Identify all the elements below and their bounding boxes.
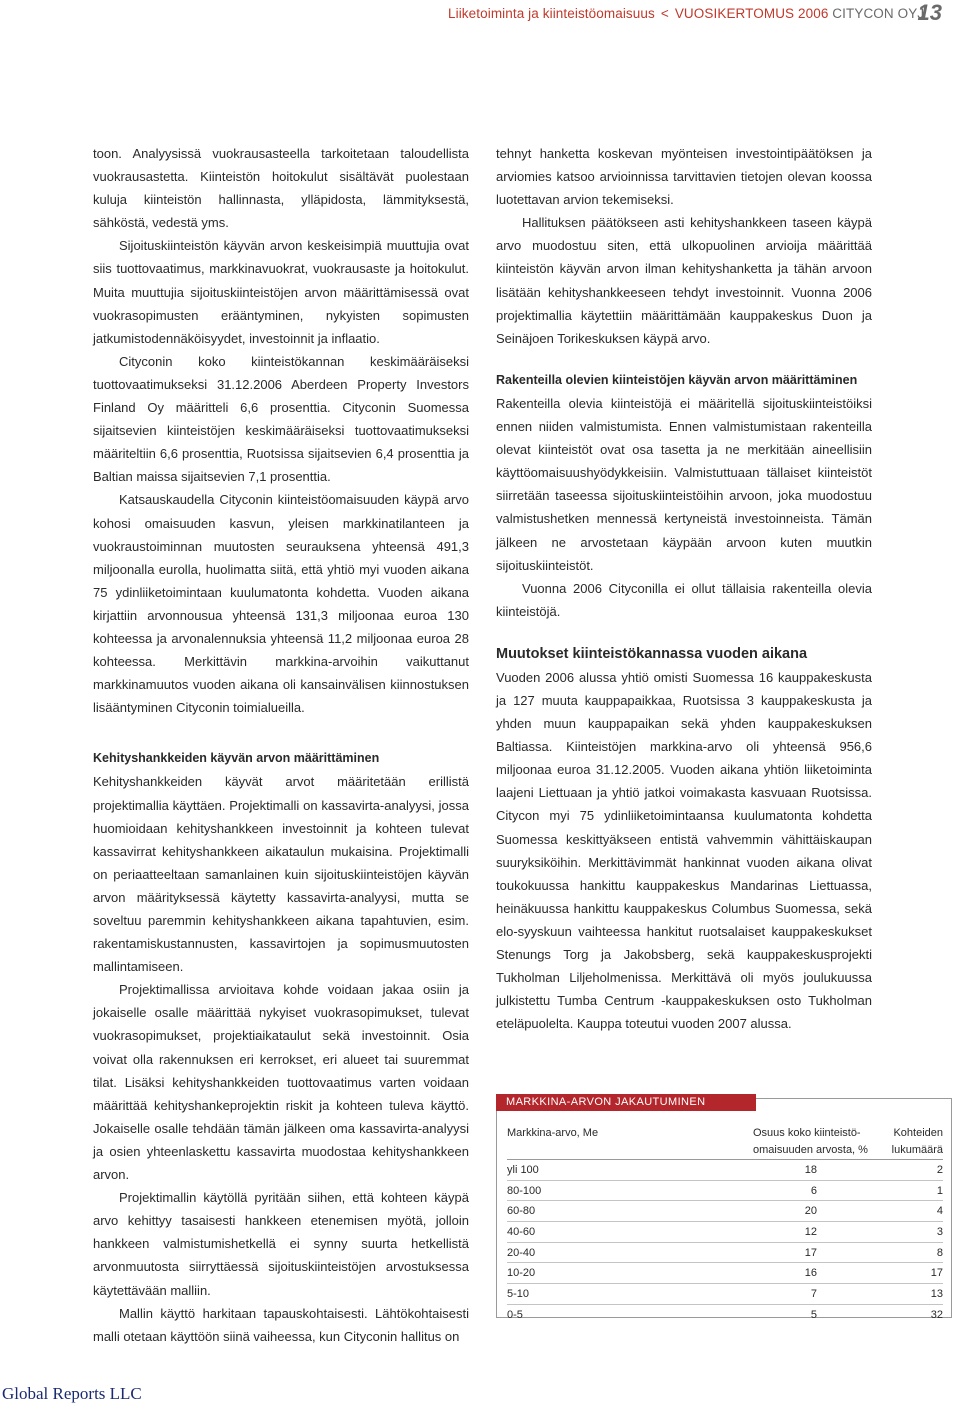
body-paragraph: Vuoden 2006 alussa yhtiö omisti Suomessa 16 kauppakeskusta ja 127 muuta kauppapaikkaa, Ruotsissa 3 kauppakeskusta ja yhden muun kauppapaikan sekä yhden kauppakeskuksen Baltiassa. Kiinteistöjen markkina-arvo oli yhteensä 956,6 miljoonaa euroa 31.12.2005. Vuoden aikana yhtiön liiketoiminta laajeni Liettuaan ja yhtiö jatkoi voimakasta kasvuaan Ruotsissa. Citycon myi 75 ydinliiketoimintaansa kuulumatonta kohdetta Suomessa keskittyäkseen entistä vahvemmin vähittäiskaupan suuryksiköihin. Merkittävimmät hankinnat vuoden aikana olivat toukokuussa hankittu kauppakeskus Mandarinas Liettuassa, heinäkuussa hankittu kauppakeskus Columbus Suomessa, sekä elo-syyskuun vaihteessa hankitut ruotsalaiset kauppakeskukset Stenungs Torg ja Jakobsberg, sekä kauppakeskusprojekti Tukholman Liljeholmenissa. Merkittävä oli myös joulukuussa julkistettu Tumba Centrum -kauppakeskuksen osto Tukholman eteläpuolelta. Kauppa toteutui vuoden 2007 alussa. (496, 669, 872, 1032)
body-paragraph: Cityconin koko kiinteistökannan keskimääräiseksi tuottovaatimukseksi 31.12.2006 Aberdeen Property Investors Finland Oy määritteli 6,6 prosenttia. Cityconin Suomessa sijaitsevien kiinteistöjen keskimääräiseksi tuottovaatimukseksi määriteltiin 6,6 prosenttia, Ruotsissa sijaitsevien 6,4 prosenttia ja Baltian maissa sijaitsevien 7,1 prosenttia. (93, 353, 469, 485)
spacer (496, 350, 872, 369)
cell-count: 3 (936, 1226, 943, 1239)
cell-range: 10-20 (507, 1267, 536, 1280)
cell-range: yli 100 (507, 1164, 539, 1176)
spacer (496, 623, 872, 642)
company-name: CITYCON OYJ (832, 6, 925, 21)
cell-share: 17 (804, 1246, 817, 1259)
cell-count: 1 (936, 1184, 943, 1197)
cell-range: 0-5 (507, 1308, 523, 1321)
table-row (507, 1263, 943, 1284)
body-paragraph: Sijoituskiinteistön käyvän arvon keskeisimpiä muuttujia ovat siis tuottovaatimus, markkinavuokrat, vuokrausaste ja hoitokulut. Muita muuttujia sijoituskiinteistöjen arvon määrittämisessä ovat vuokrasopimusten erääntyminen, nykyisten sopimusten jatkumistodennäköisyydet, investoinnit ja inflaatio. (93, 238, 469, 346)
cell-count: 2 (936, 1164, 943, 1176)
table-row (507, 1181, 943, 1202)
cell-share: 6 (810, 1184, 817, 1197)
table-row (507, 1160, 943, 1181)
breadcrumb-separator: < (660, 6, 669, 21)
section-heading-large: Muutokset kiinteistökannassa vuoden aikana (496, 645, 808, 662)
cell-range: 5-10 (507, 1288, 530, 1301)
cell-count: 4 (936, 1205, 943, 1218)
cell-count: 13 (930, 1288, 943, 1301)
body-paragraph: Projektimallin käytöllä pyritään siihen, että kohteen käypä arvo kehittyy tasaisesti hankkeen etenemisen myötä, jolloin hankkeen valmistumishetkellä ei synny suurta hetkellistä arvonmuutosta siirryttäessä sijoituskiinteistöjen arvostuksessa käytettävään malliin. (93, 1190, 469, 1298)
body-paragraph: Hallituksen päätökseen asti kehityshankkeen taseen käypä arvo muodostuu siten, että ulkopuolinen arvioija määrittää kiinteistön käyvän arvon ilman kehityshanketta ja tähän arvoon lisätään kehityshankkeeseen tehdyt investoinnit. Vuonna 2006 projektimallia käytettiin määrittämään kauppakeskus Duon ja Seinäjoen Torikeskuksen käypä arvo. (496, 215, 872, 346)
breadcrumb (448, 6, 924, 21)
table-title: MARKKINA-ARVON JAKAUTUMINEN 31.12.2006 (496, 1094, 756, 1111)
body-paragraph: tehnyt hanketta koskevan myönteisen investointipäätöksen ja arviomies katsoo arvioinnissa tarvittavien tietojen olevan koossa luotettavan arvion tekemiseksi. (496, 146, 872, 208)
table-row (507, 1222, 943, 1243)
section-heading: Kehityshankkeiden käyvän arvon määrittäminen (93, 751, 380, 766)
right-column (496, 142, 872, 1035)
cell-range: 20-40 (507, 1246, 536, 1259)
spacer (93, 719, 469, 747)
report-title: VUOSIKERTOMUS 2006 (674, 6, 829, 21)
cell-share: 18 (804, 1164, 817, 1176)
body-paragraph: Vuonna 2006 Cityconilla ei ollut tällaisia rakenteilla olevia kiinteistöjä. (496, 580, 872, 619)
cell-share: 7 (810, 1288, 817, 1301)
body-paragraph: Katsauskaudella Cityconin kiinteistöomaisuuden käypä arvo kohosi omaisuuden kasvun, yleisen markkinatilanteen ja vuokraustoiminnan muutosten seurauksena yhteensä 491,3 miljoonalla eurolla, huolimatta siitä, että yhtiö myi vuoden aikana 75 ydinliiketoimintaan kuulumatonta kohdetta. Vuoden aikana kirjattiin arvonnousua yhteensä 131,3 miljoonaa euroa 130 kohteessa ja arvonalennuksia yhteensä 11,2 miljoonaa euroa 28 kohteessa. Merkittävin markkina-arvoihin vaikuttanut markkinamuutos vuoden aikana oli kansainvälisen kiinnostuksen lisääntyminen Cityconin toimialueilla. (93, 492, 469, 716)
footer-watermark: Global Reports LLC (2, 1384, 142, 1403)
body-paragraph: Mallin käyttö harkitaan tapauskohtaisesti. Lähtökohtaisesti malli otetaan käyttöön siinä vaiheessa, kun Cityconin hallitus on (93, 1305, 469, 1344)
cell-count: 32 (930, 1308, 943, 1321)
body-paragraph: Projektimallissa arvioitava kohde voidaan jakaa osiin ja jokaiselle osalle määrittää nykyiset vuokrasopimukset, tulevat vuokrasopimukset, projektiaikataulut sekä investoinnit. Osia voivat olla rakennuksen eri kerrokset, eri alueet tai suuremmat tilat. Lisäksi kehityshankkeiden tuottovaatimus varten voidaan määrittää kehityshankeprojektin riskit ja kohteen tuleva käyttö. Jokaiselle osalle tehdään tämän jälkeen oma kassavirta-analyysi ja osien yhteenlaskettu kassavirta muodostaa kehityshankkeen arvon. (93, 982, 469, 1183)
page-header (0, 0, 960, 34)
cell-count: 17 (930, 1267, 943, 1280)
cell-share: 20 (804, 1205, 817, 1218)
page-number: 13 (917, 0, 942, 25)
body-paragraph: Kehityshankkeiden käyvät arvot määritetään erillistä projektimallia käyttäen. Projektimalli on kassavirta-analyysi, jossa huomioidaan kehityshankkeen investoinnit ja kohteen tulevat kassavirrat kehityshankkeen aikataulun mukaisina. Projektimalli on periaatteeltaan samanlainen kuin sijoituskiinteistöjen käyvän arvon määrityksessä käytetty kassavirta-analyysi, mutta se soveltuu paremmin kehityshankkeen aikana tapahtuvien, esim. rakentamiskustannusten, kassavirtojen ja sopimusmuutosten mallintamiseen. (93, 774, 469, 975)
column-header-count: Kohteiden lukumäärä (891, 1127, 943, 1156)
cell-share: 5 (810, 1308, 817, 1321)
cell-share: 12 (804, 1226, 817, 1239)
cell-range: 40-60 (507, 1226, 536, 1239)
table-header-row (507, 1123, 943, 1160)
market-value-table (496, 1098, 952, 1321)
cell-range: 60-80 (507, 1205, 536, 1218)
section-title: Liiketoiminta ja kiinteistöomaisuus (448, 6, 655, 21)
left-column (93, 142, 469, 1348)
table-row (507, 1305, 943, 1325)
body-paragraph: Rakenteilla olevia kiinteistöjä ei määritellä sijoituskiinteistöiksi ennen niiden valmistumista. Ennen valmistumistaan rakenteilla olevat kiinteistöt ovat osa tasetta ja ne merkitään aineellisiin käyttöomaisuushyödykkeisiin. Valmistuttuaan tällaiset kiinteistöt siirretään taseessa sijoituskiinteistöihin arvoon, joka muodostuu valmistushetken mennessä kertyneistä investoinneista. Tämän jälkeen ne arvostetaan käypään arvoon kuten muutkin sijoituskiinteistöt. (496, 395, 872, 573)
cell-range: 80-100 (507, 1184, 542, 1197)
column-header-market-value: Markkina-arvo, Me (507, 1127, 599, 1139)
cell-share: 16 (804, 1267, 817, 1280)
body-paragraph: toon. Analyysissä vuokrausasteella tarkoitetaan taloudellista vuokrausastetta. Kiinteistön hoitokulut sisältävät puolestaan kuluja kiinteistön hallinnasta, ylläpidosta, lämmityksestä, sähköstä, vedestä yms. (93, 146, 469, 231)
cell-count: 8 (936, 1246, 943, 1259)
column-header-share: Osuus koko kiinteistö-omaisuuden arvosta, % (753, 1127, 868, 1156)
table-row (507, 1243, 943, 1264)
table-row (507, 1284, 943, 1305)
table-row (507, 1201, 943, 1222)
table-body (507, 1123, 943, 1325)
section-heading: Rakenteilla olevien kiinteistöjen käyvän arvon määrittäminen (496, 372, 858, 387)
